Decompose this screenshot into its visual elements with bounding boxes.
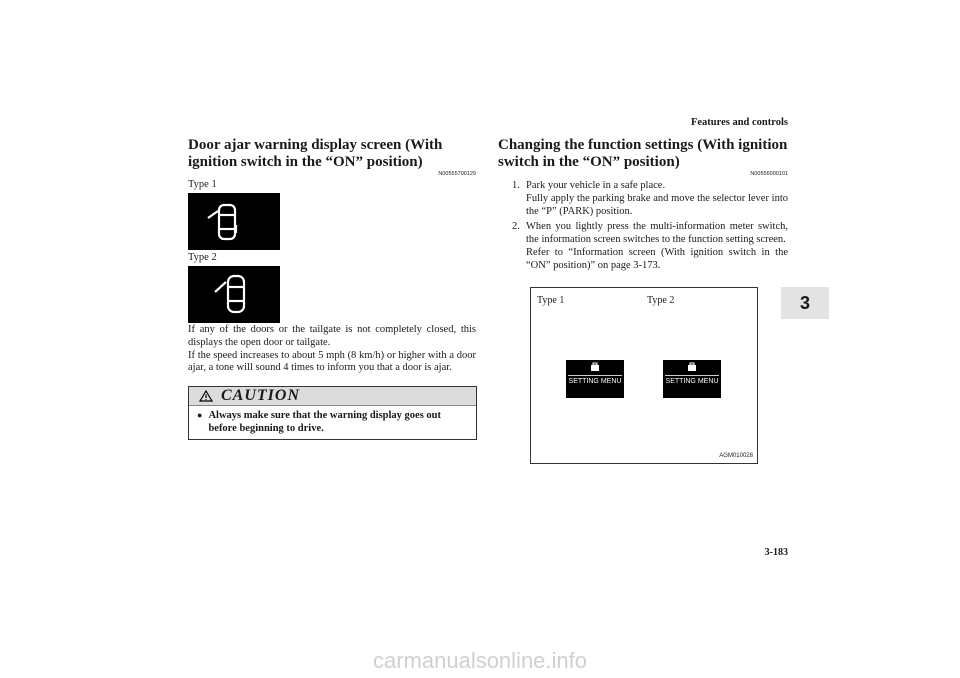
reference-code: N00555700129 — [438, 171, 476, 177]
step-number: 1. — [512, 180, 520, 191]
step-line: Park your vehicle in a safe place. — [526, 180, 666, 191]
caution-text: Always make sure that the warning display goes out before beginning to drive. — [208, 410, 442, 435]
section-heading-door-ajar: Door ajar warning display screen (With ignition switch in the “ON” position) — [188, 137, 443, 170]
figure-code: AGM010028 — [719, 453, 753, 459]
reference-code: N00556000101 — [750, 171, 788, 177]
step-line: When you lightly press the multi-information meter switch, the information screen switches to the function setting screen. — [526, 221, 788, 246]
caution-box — [188, 386, 477, 440]
caution-body — [189, 406, 476, 439]
toolbox-icon — [566, 361, 624, 375]
right-column — [498, 137, 788, 276]
caution-header — [189, 387, 476, 406]
chapter-tab — [781, 287, 829, 319]
step-item — [512, 180, 788, 218]
running-header: Features and controls — [690, 117, 788, 128]
toolbox-icon — [663, 361, 721, 375]
step-item — [512, 221, 788, 272]
steps-list — [498, 180, 788, 273]
setting-menu-display-type1 — [566, 360, 624, 398]
figure-type2-label: Type 2 — [647, 295, 675, 306]
chapter-number: 3 — [799, 292, 810, 313]
watermark: carmanualsonline.info — [372, 648, 588, 673]
car-door-open-icon — [188, 266, 280, 323]
description-paragraph-1: If any of the doors or the tailgate is not completely closed, this displays the open door or tailgate. — [188, 324, 476, 348]
warning-triangle-icon — [199, 390, 213, 402]
menu-caption: SETTING MENU — [568, 378, 622, 385]
setting-menu-figure — [530, 287, 758, 464]
type2-label: Type 2 — [188, 252, 217, 263]
car-door-open-icon — [188, 193, 280, 250]
door-ajar-display-type2 — [188, 266, 280, 323]
step-line: Fully apply the parking brake and move the selector lever into the “P” (PARK) position. — [526, 192, 788, 217]
bullet-icon: ● — [197, 410, 203, 421]
type1-label: Type 1 — [188, 179, 217, 190]
menu-caption: SETTING MENU — [665, 378, 719, 385]
caution-title: CAUTION — [221, 387, 301, 405]
step-line: Refer to “Information screen (With ignition switch in the “ON” position)” on page 3-173. — [526, 246, 788, 271]
section-heading-function-settings: Changing the function settings (With ignition switch in the “ON” position) — [498, 137, 788, 170]
description-paragraph-2: If the speed increases to about 5 mph (8 km/h) or higher with a door ajar, a tone will sound 4 times to inform you that a door is ajar. — [188, 349, 476, 374]
door-ajar-display-type1 — [188, 193, 280, 250]
step-number: 2. — [512, 221, 520, 233]
left-column — [188, 137, 476, 440]
setting-menu-display-type2 — [663, 360, 721, 398]
page-number: 3-183 — [764, 547, 788, 558]
figure-type1-label: Type 1 — [537, 295, 565, 306]
